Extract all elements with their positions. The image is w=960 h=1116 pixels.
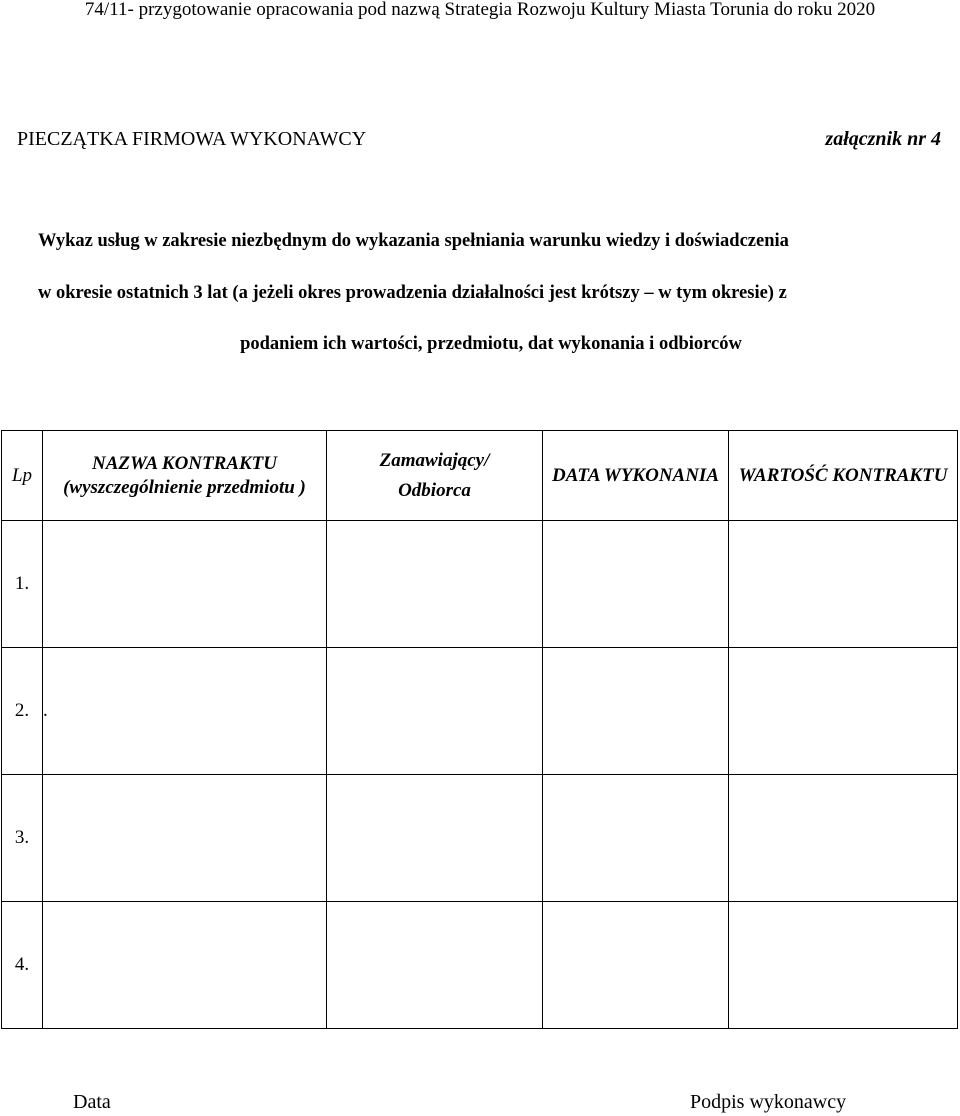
row-execution-date[interactable] [543,775,729,902]
table-row [2,521,958,648]
table-row [2,775,958,902]
row-recipient[interactable] [327,902,543,1029]
row-number: 1. [2,521,43,648]
document-title-line-1: Wykaz usług w zakresie niezbędnym do wykazania spełniania warunku wiedzy i doświadczenia [38,231,789,251]
row-execution-date[interactable] [543,521,729,648]
header-execution-date: DATA WYKONANIA [543,431,729,521]
row-number: 4. [2,902,43,1029]
document-title-line-2: w okresie ostatnich 3 lat (a jeżeli okres prowadzenia działalności jest krótszy – w tym okresie) z [38,283,787,303]
table-header-row [2,431,958,521]
row-contract-value[interactable] [729,902,958,1029]
row-contract-name[interactable] [43,775,327,902]
row-contract-name[interactable]: . [43,648,327,775]
row-contract-value[interactable] [729,521,958,648]
header-recipient [327,431,543,521]
row-contract-value[interactable] [729,775,958,902]
header-recipient-line-1: Zamawiający/ [379,449,490,471]
header-recipient-line-2: Odbiorca [398,479,471,501]
footer-signature-label: Podpis wykonawcy [690,1091,847,1113]
row-contract-value[interactable] [729,648,958,775]
row-execution-date[interactable] [543,902,729,1029]
table-row [2,902,958,1029]
header-lp: Lp [2,431,43,521]
company-stamp-label: PIECZĄTKA FIRMOWA WYKONAWCY [17,128,367,150]
services-table [1,430,958,1029]
row-recipient[interactable] [327,775,543,902]
footer-date-label: Data [73,1091,111,1113]
attachment-number: załącznik nr 4 [825,128,941,150]
document-title-line-3: podaniem ich wartości, przedmiotu, dat wykonania i odbiorców [240,334,742,354]
row-contract-name[interactable] [43,521,327,648]
table-row [2,648,958,775]
row-number: 3. [2,775,43,902]
header-contract-value: WARTOŚĆ KONTRAKTU [729,431,958,521]
running-header: 74/11- przygotowanie opracowania pod nazwą Strategia Rozwoju Kultury Miasta Torunia do roku 2020 [84,0,876,20]
row-number: 2. [2,648,43,775]
row-execution-date[interactable] [543,648,729,775]
header-contract-name: NAZWA KONTRAKTU (wyszczególnienie przedmiotu ) [43,431,327,521]
row-contract-name[interactable] [43,902,327,1029]
row-recipient[interactable] [327,521,543,648]
row-recipient[interactable] [327,648,543,775]
